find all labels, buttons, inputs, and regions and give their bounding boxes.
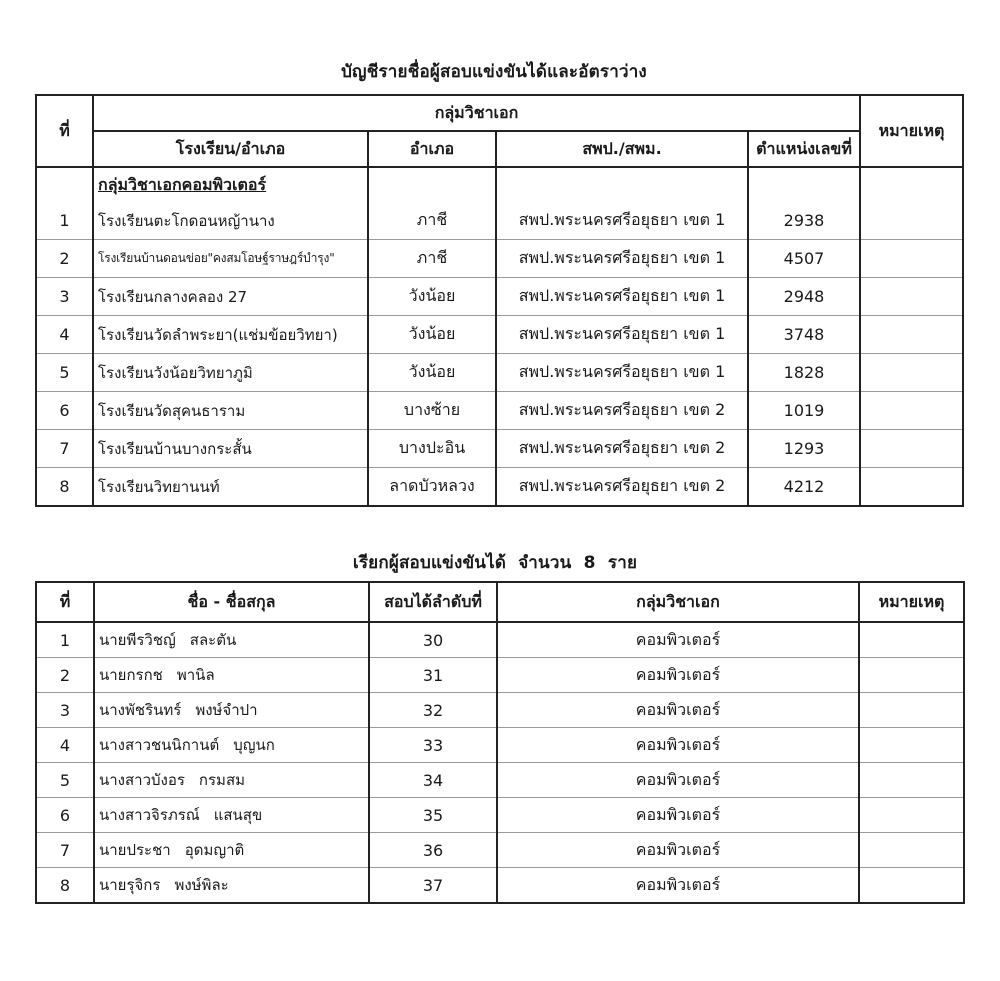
header-district: อำเภอ — [368, 131, 496, 167]
row-district: บางปะอิน — [368, 430, 496, 468]
vacancy-table — [35, 94, 964, 507]
first-name: นางพัชรินทร์ — [99, 701, 182, 719]
group-cell-office — [496, 167, 748, 202]
header-no: ที่ — [36, 95, 93, 167]
row-remark — [860, 354, 963, 392]
row-office: สพป.พระนครศรีอยุธยา เขต 2 — [496, 392, 748, 430]
row-district: วังน้อย — [368, 316, 496, 354]
table-row — [36, 763, 964, 798]
row-name — [94, 728, 369, 763]
table-row — [36, 798, 964, 833]
row-no: 5 — [36, 354, 93, 392]
row-no: 2 — [36, 658, 94, 693]
header-office: สพป./สพม. — [496, 131, 748, 167]
table-row — [36, 240, 963, 278]
table-row — [36, 868, 964, 904]
row-position-no: 1828 — [748, 354, 860, 392]
row-rank: 32 — [369, 693, 497, 728]
row-remark — [859, 658, 964, 693]
last-name: สละตัน — [189, 631, 237, 649]
header-remark: หมายเหตุ — [859, 582, 964, 622]
row-no: 6 — [36, 392, 93, 430]
row-name — [94, 763, 369, 798]
group-cell-no — [36, 167, 93, 202]
row-school: โรงเรียนวัดสุคนธาราม — [93, 392, 368, 430]
row-no: 4 — [36, 728, 94, 763]
vacancy-header-row — [36, 95, 963, 131]
candidate-header-row — [36, 582, 964, 622]
header-name: ชื่อ - ชื่อสกุล — [94, 582, 369, 622]
group-cell-position — [748, 167, 860, 202]
header-major-group: กลุ่มวิชาเอก — [93, 95, 860, 131]
row-district: ภาชี — [368, 202, 496, 240]
row-major: คอมพิวเตอร์ — [497, 693, 859, 728]
row-remark — [860, 430, 963, 468]
row-remark — [859, 798, 964, 833]
header-major-group: กลุ่มวิชาเอก — [497, 582, 859, 622]
table-row — [36, 392, 963, 430]
last-name: อุดมญาติ — [184, 841, 245, 859]
table-row — [36, 693, 964, 728]
group-cell-remark — [860, 167, 963, 202]
row-office: สพป.พระนครศรีอยุธยา เขต 2 — [496, 430, 748, 468]
row-no: 4 — [36, 316, 93, 354]
row-office: สพป.พระนครศรีอยุธยา เขต 1 — [496, 202, 748, 240]
last-name: พานิล — [176, 666, 215, 684]
row-office: สพป.พระนครศรีอยุธยา เขต 1 — [496, 316, 748, 354]
row-no: 1 — [36, 622, 94, 658]
row-school: โรงเรียนบ้านบางกระสั้น — [93, 430, 368, 468]
row-position-no: 3748 — [748, 316, 860, 354]
row-no: 6 — [36, 798, 94, 833]
row-remark — [860, 468, 963, 507]
row-major: คอมพิวเตอร์ — [497, 622, 859, 658]
header-position-no: ตำแหน่งเลขที่ — [748, 131, 860, 167]
table-row — [36, 468, 963, 507]
row-district: วังน้อย — [368, 278, 496, 316]
row-rank: 33 — [369, 728, 497, 763]
table-row — [36, 278, 963, 316]
row-school: โรงเรียนวิทยานนท์ — [93, 468, 368, 507]
row-rank: 34 — [369, 763, 497, 798]
row-remark — [860, 278, 963, 316]
row-rank: 37 — [369, 868, 497, 904]
page-title: บัญชีรายชื่อผู้สอบแข่งขันได้และอัตราว่าง — [341, 62, 647, 82]
row-remark — [860, 202, 963, 240]
row-remark — [860, 316, 963, 354]
row-no: 7 — [36, 430, 93, 468]
header-school: โรงเรียน/อำเภอ — [93, 131, 368, 167]
row-remark — [859, 833, 964, 868]
row-rank: 36 — [369, 833, 497, 868]
table-row — [36, 833, 964, 868]
row-remark — [859, 622, 964, 658]
row-major: คอมพิวเตอร์ — [497, 763, 859, 798]
row-office: สพป.พระนครศรีอยุธยา เขต 1 — [496, 278, 748, 316]
last-name: บุญนก — [233, 736, 275, 754]
row-name — [94, 693, 369, 728]
first-name: นางสาวบังอร — [99, 771, 185, 789]
row-school: โรงเรียนวังน้อยวิทยาภูมิ — [93, 354, 368, 392]
row-position-no: 2938 — [748, 202, 860, 240]
row-remark — [860, 240, 963, 278]
row-major: คอมพิวเตอร์ — [497, 868, 859, 904]
row-major: คอมพิวเตอร์ — [497, 728, 859, 763]
row-position-no: 4507 — [748, 240, 860, 278]
row-office: สพป.พระนครศรีอยุธยา เขต 1 — [496, 354, 748, 392]
table-row — [36, 354, 963, 392]
row-school: โรงเรียนกลางคลอง 27 — [93, 278, 368, 316]
first-name: นายพีรวิชญ์ — [99, 631, 176, 649]
table-row — [36, 658, 964, 693]
row-name — [94, 868, 369, 904]
row-no: 3 — [36, 278, 93, 316]
candidate-title: เรียกผู้สอบแข่งขันได้ จำนวน 8 ราย — [352, 553, 638, 573]
header-rank: สอบได้ลำดับที่ — [369, 582, 497, 622]
row-remark — [859, 693, 964, 728]
first-name: นายรุจิกร — [99, 876, 161, 894]
row-rank: 35 — [369, 798, 497, 833]
row-name — [94, 833, 369, 868]
row-district: ภาชี — [368, 240, 496, 278]
row-no: 5 — [36, 763, 94, 798]
first-name: นางสาวจิรภรณ์ — [99, 806, 200, 824]
candidate-table — [35, 581, 965, 904]
row-remark — [860, 392, 963, 430]
row-remark — [859, 763, 964, 798]
row-position-no: 2948 — [748, 278, 860, 316]
row-position-no: 1019 — [748, 392, 860, 430]
row-name — [94, 622, 369, 658]
row-school: โรงเรียนบ้านดอนข่อย"คงสมโอษฐ์ราษฎร์บำรุง" — [93, 240, 368, 278]
row-no: 7 — [36, 833, 94, 868]
row-no: 2 — [36, 240, 93, 278]
first-name: นายประชา — [99, 841, 171, 859]
group-label: กลุ่มวิชาเอกคอมพิวเตอร์ — [93, 167, 368, 202]
row-school: โรงเรียนตะโกดอนหญ้านาง — [93, 202, 368, 240]
row-position-no: 4212 — [748, 468, 860, 507]
vacancy-subheader-row — [36, 131, 963, 167]
row-major: คอมพิวเตอร์ — [497, 798, 859, 833]
row-position-no: 1293 — [748, 430, 860, 468]
group-row — [36, 167, 963, 202]
table-row — [36, 622, 964, 658]
row-no: 8 — [36, 468, 93, 507]
table-row — [36, 430, 963, 468]
row-no: 1 — [36, 202, 93, 240]
row-district: ลาดบัวหลวง — [368, 468, 496, 507]
row-major: คอมพิวเตอร์ — [497, 833, 859, 868]
table-row — [36, 728, 964, 763]
first-name: นายกรกช — [99, 666, 163, 684]
group-cell-district — [368, 167, 496, 202]
table-row — [36, 202, 963, 240]
last-name: พงษ์พิละ — [174, 876, 229, 894]
last-name: กรมสม — [198, 771, 245, 789]
row-school: โรงเรียนวัดลำพระยา(แช่มข้อยวิทยา) — [93, 316, 368, 354]
first-name: นางสาวชนนิกานต์ — [99, 736, 220, 754]
header-no: ที่ — [36, 582, 94, 622]
row-district: วังน้อย — [368, 354, 496, 392]
row-name — [94, 798, 369, 833]
row-office: สพป.พระนครศรีอยุธยา เขต 1 — [496, 240, 748, 278]
header-remark: หมายเหตุ — [860, 95, 963, 167]
row-no: 8 — [36, 868, 94, 904]
row-office: สพป.พระนครศรีอยุธยา เขต 2 — [496, 468, 748, 507]
row-district: บางซ้าย — [368, 392, 496, 430]
row-rank: 31 — [369, 658, 497, 693]
row-remark — [859, 868, 964, 904]
row-no: 3 — [36, 693, 94, 728]
last-name: พงษ์จำปา — [195, 701, 258, 719]
table-row — [36, 316, 963, 354]
row-name — [94, 658, 369, 693]
row-remark — [859, 728, 964, 763]
row-major: คอมพิวเตอร์ — [497, 658, 859, 693]
last-name: แสนสุข — [213, 806, 263, 824]
row-rank: 30 — [369, 622, 497, 658]
